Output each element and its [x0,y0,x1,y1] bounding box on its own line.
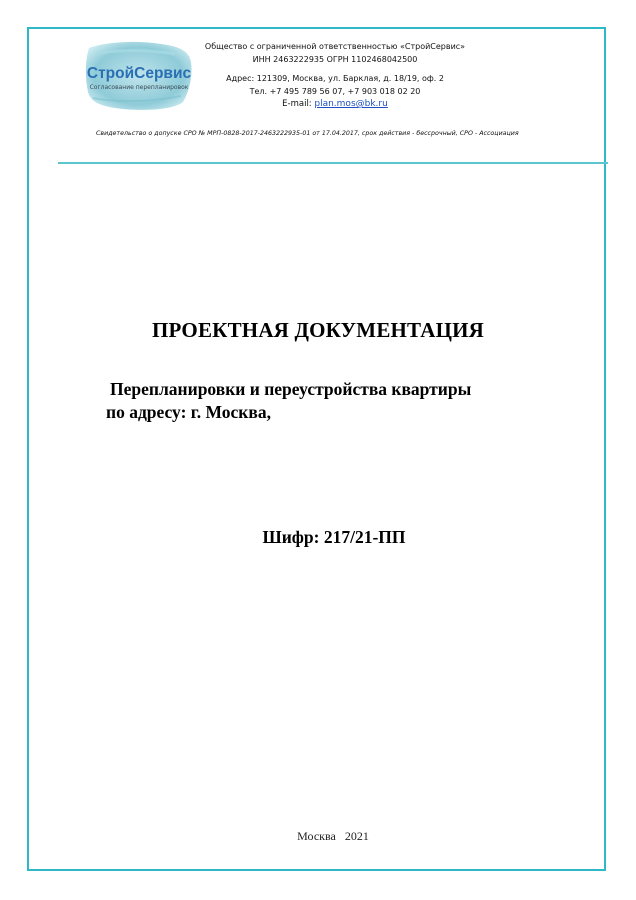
document-cipher: Шифр: 217/21-ПП [262,527,406,547]
email-link[interactable]: plan.mos@bk.ru [314,99,388,109]
company-phones: Тел. +7 495 789 56 07, +7 903 018 02 20 [249,87,421,96]
page-frame [27,27,606,871]
email-label: E-mail: [282,99,312,109]
company-name: Общество с ограниченной ответственностью «СтройСервис» [204,42,466,51]
company-details [200,40,470,111]
document-subject [106,378,586,424]
logo-brand-text: СтройСервис [86,65,192,82]
watercolor-splash-logo-icon [85,40,193,112]
header-divider [58,162,608,164]
footer-city-year: Москва 2021 [297,829,369,843]
company-address: Адрес: 121309, Москва, ул. Барклая, д. 18/19, оф. 2 [226,74,444,83]
subject-line-1: Перепланировки и переустройства квартиры [110,379,472,399]
email-line [200,98,470,111]
company-logo [85,40,193,112]
logo-tagline-text: Согласование перепланировок [89,84,189,91]
company-ids: ИНН 2463222935 ОГРН 1102468042500 [252,55,418,64]
document-title: ПРОЕКТНАЯ ДОКУМЕНТАЦИЯ [151,318,485,342]
subject-line-2: по адресу: г. Москва, [106,402,271,422]
sro-certificate: Свидетельство о допуске СРО № МРП-0828-2017-2463222935-01 от 17.04.2017, срок действия - бессрочный, СРО - Ассоциация [96,130,519,137]
